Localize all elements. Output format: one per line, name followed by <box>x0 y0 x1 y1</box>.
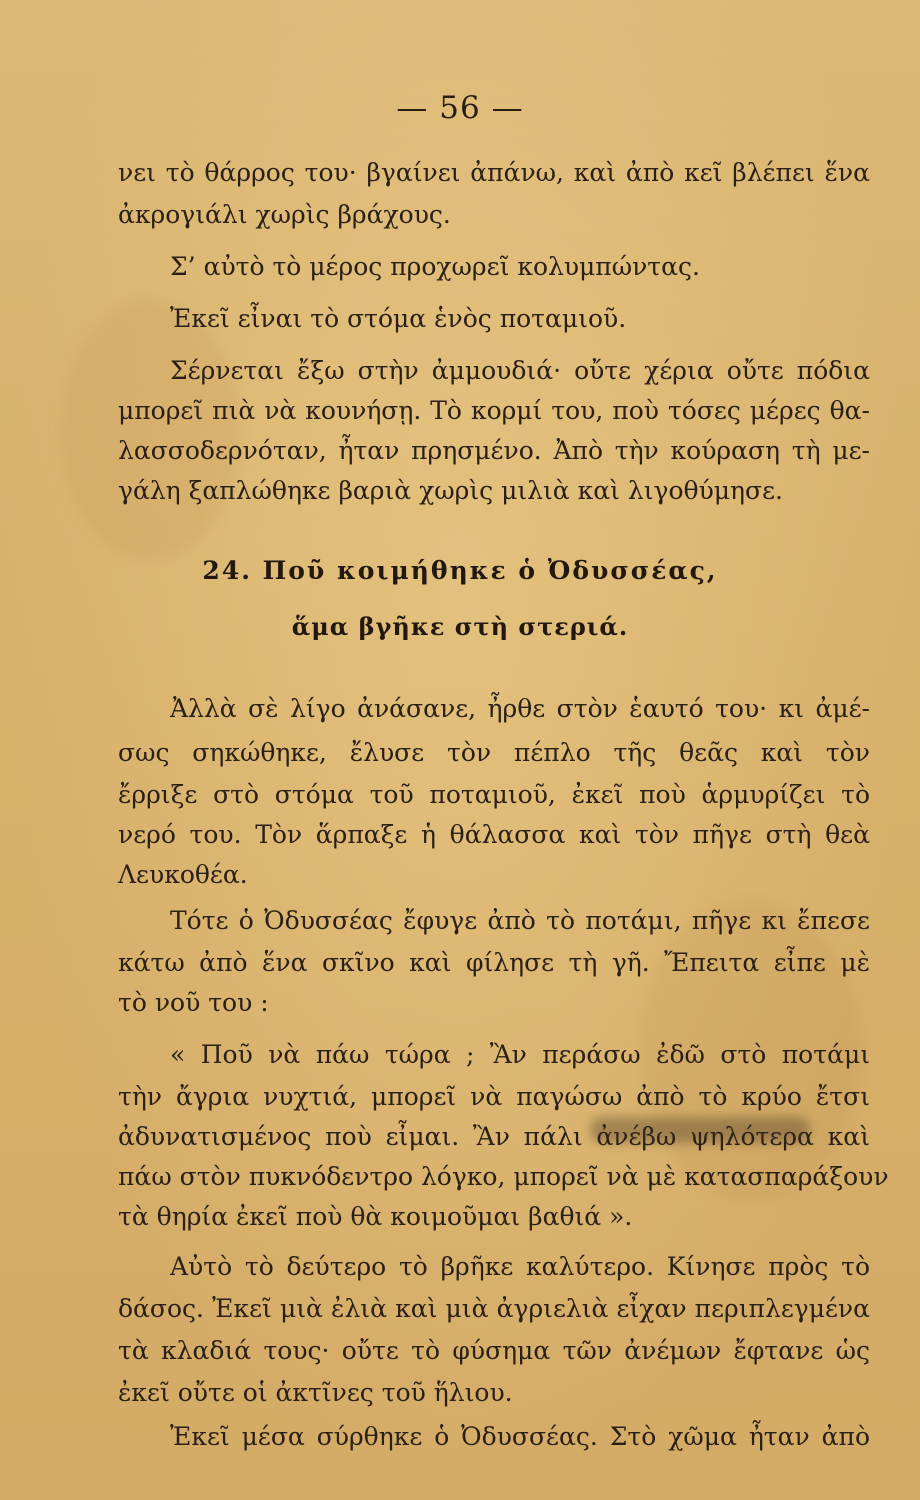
text-line: ἀδυνατισμένος ποὺ εἶμαι. Ἂν πάλι ἀνέβω ψηλότερα καὶ <box>118 1122 870 1151</box>
text-line: τὴν ἄγρια νυχτιά, μπορεῖ νὰ παγώσω ἀπὸ τὸ κρύο ἔτσι <box>118 1082 870 1111</box>
text-line: γάλη ξαπλώθηκε βαριὰ χωρὶς μιλιὰ καὶ λιγοθύμησε. <box>118 476 783 505</box>
page-number: — 56 — <box>396 90 524 126</box>
text-line: Σέρνεται ἔξω στὴν ἀμμουδιά· οὔτε χέρια οὔτε πόδια <box>170 356 870 385</box>
text-line: νει τὸ θάρρος του· βγαίνει ἀπάνω, καὶ ἀπὸ κεῖ βλέπει ἕνα <box>118 158 870 187</box>
text-line: Τότε ὁ Ὀδυσσέας ἔφυγε ἀπὸ τὸ ποτάμι, πῆγε κι ἔπεσε <box>170 906 870 935</box>
ink-smudge <box>590 1117 810 1143</box>
text-line: τὸ νοῦ του : <box>118 988 269 1017</box>
text-line: Ἐκεῖ εἶναι τὸ στόμα ἑνὸς ποταμιοῦ. <box>170 304 627 333</box>
text-line: δάσος. Ἐκεῖ μιὰ ἐλιὰ καὶ μιὰ ἀγριελιὰ εἶχαν περιπλεγμένα <box>118 1294 870 1323</box>
text-line: Ἀλλὰ σὲ λίγο ἀνάσανε, ἦρθε στὸν ἑαυτό του· κι ἀμέ- <box>170 694 870 723</box>
text-line: πάω στὸν πυκνόδεντρο λόγκο, μπορεῖ νὰ μὲ κατασπαράξουν <box>118 1162 889 1191</box>
section-title: 24. Ποῦ κοιμήθηκε ὁ Ὀδυσσέας, <box>202 556 718 585</box>
text-line: τὰ κλαδιά τους· οὔτε τὸ φύσημα τῶν ἀνέμων ἔφτανε ὡς <box>118 1336 870 1365</box>
text-line: ἀκρογιάλι χωρὶς βράχους. <box>118 200 451 229</box>
text-line: ἐκεῖ οὔτε οἱ ἀκτῖνες τοῦ ἥλιου. <box>118 1378 513 1407</box>
text-line: « Ποῦ νὰ πάω τώρα ; Ἂν περάσω ἐδῶ στὸ ποτάμι <box>170 1040 870 1069</box>
text-line: Σ’ αὐτὸ τὸ μέρος προχωρεῖ κολυμπώντας. <box>170 252 700 281</box>
text-line: λασσοδερνόταν, ἦταν πρησμένο. Ἀπὸ τὴν κούραση τὴ με- <box>118 436 870 465</box>
paper-stain <box>60 300 240 560</box>
text-line: Αὐτὸ τὸ δεύτερο τὸ βρῆκε καλύτερο. Κίνησε πρὸς τὸ <box>170 1252 870 1281</box>
text-line: κάτω ἀπὸ ἕνα σκῖνο καὶ φίλησε τὴ γῆ. Ἔπειτα εἶπε μὲ <box>118 948 870 977</box>
text-line: Λευκοθέα. <box>118 860 248 889</box>
text-line: Ἐκεῖ μέσα σύρθηκε ὁ Ὀδυσσέας. Στὸ χῶμα ἦταν ἀπὸ <box>170 1422 870 1451</box>
text-line: τὰ θηρία ἐκεῖ ποὺ θὰ κοιμοῦμαι βαθιά ». <box>118 1202 633 1231</box>
section-subtitle: ἅμα βγῆκε στὴ στεριά. <box>291 612 629 641</box>
text-line: σως σηκώθηκε, ἔλυσε τὸν πέπλο τῆς θεᾶς καὶ τὸν <box>118 738 870 767</box>
text-line: ἔρριξε στὸ στόμα τοῦ ποταμιοῦ, ἐκεῖ ποὺ ἁρμυρίζει τὸ <box>118 780 870 809</box>
text-line: νερό του. Τὸν ἅρπαξε ἡ θάλασσα καὶ τὸν πῆγε στὴ θεὰ <box>118 820 870 849</box>
text-line: μπορεῖ πιὰ νὰ κουνήσῃ. Τὸ κορμί του, ποὺ τόσες μέρες θα- <box>118 396 870 425</box>
